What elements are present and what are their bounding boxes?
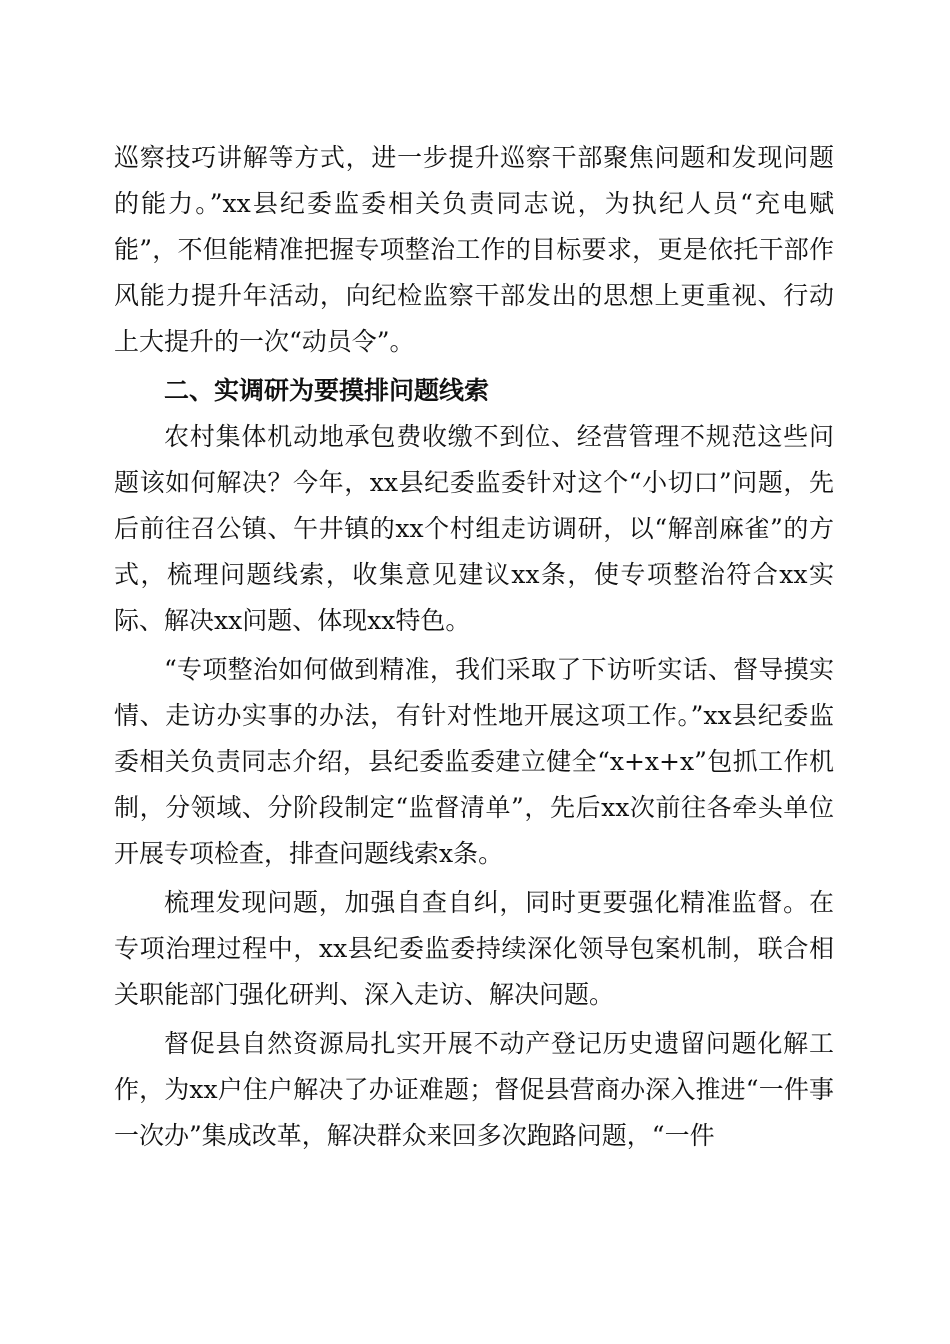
continued-paragraph: 巡察技巧讲解等方式，进一步提升巡察干部聚焦问题和发现问题的能力。”xx县纪委监委相关负责同志说，为执纪人员“充电赋能”，不但能精准把握专项整治工作的目标要求，更是依托干部作风能力提升年活动，向纪检监察干部发出的思想上更重视、行动上大提升的一次“动员令”。 [114,143,834,356]
paragraph: 督促县自然资源局扎实开展不动产登记历史遗留问题化解工作，为xx户住户解决了办证难题；督促县营商办深入推进“一件事一次办”集成改革，解决群众来回多次跑路问题，“一件 [114,1029,834,1150]
paragraph: 梳理发现问题，加强自查自纠，同时更要强化精准监督。在专项治理过程中，xx县纪委监委持续深化领导包案机制，联合相关职能部门强化研判、深入走访、解决问题。 [114,888,834,1009]
paragraph: “专项整治如何做到精准，我们采取了下访听实话、督导摸实情、走访办实事的办法，有针对性地开展这项工作。”xx县纪委监委相关负责同志介绍，县纪委监委建立健全“x+x+x”包抓工作机制，分领域、分阶段制定“监督清单”，先后xx次前往各牵头单位开展专项检查，排查问题线索x条。 [114,655,834,868]
document-body [114,135,834,1159]
paragraph: 农村集体机动地承包费收缴不到位、经营管理不规范这些问题该如何解决？今年，xx县纪委监委针对这个“小切口”问题，先后前往召公镇、午井镇的xx个村组走访调研，以“解剖麻雀”的方式，梳理问题线索，收集意见建议xx条，使专项整治符合xx实际、解决xx问题、体现xx特色。 [114,422,834,635]
section-heading: 二、实调研为要摸排问题线索 [164,376,490,405]
